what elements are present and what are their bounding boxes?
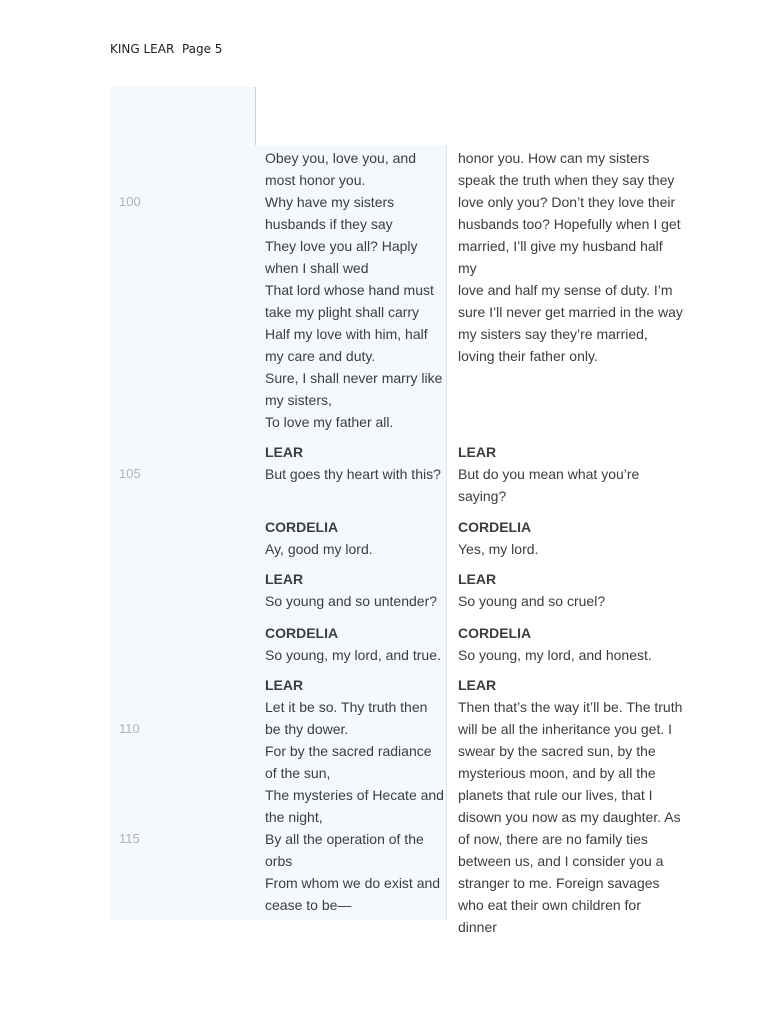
speaker-name: LEAR xyxy=(265,677,304,693)
original-line: cease to be— xyxy=(265,897,352,913)
original-passage xyxy=(265,441,445,485)
original-line: For by the sacred radiance xyxy=(265,743,432,759)
modern-passage xyxy=(458,674,683,938)
original-line: Why have my sisters xyxy=(265,194,395,210)
modern-line: Then that’s the way it’ll be. The truth xyxy=(458,699,683,715)
original-line: most honor you. xyxy=(265,172,366,188)
speaker-name: LEAR xyxy=(458,444,497,460)
modern-line: saying? xyxy=(458,488,507,504)
modern-line: will be all the inheritance you get. I xyxy=(458,721,673,737)
original-passage xyxy=(265,147,445,433)
column-divider xyxy=(446,145,447,920)
modern-line: mysterious moon, and by all the xyxy=(458,765,656,781)
original-line: my care and duty. xyxy=(265,348,376,364)
original-line: Sure, I shall never marry like xyxy=(265,370,443,386)
speaker-name: LEAR xyxy=(265,444,304,460)
line-number: 105 xyxy=(119,466,141,481)
original-line: Obey you, love you, and xyxy=(265,150,416,166)
modern-line: love only you? Don’t they love their xyxy=(458,194,676,210)
original-line: Let it be so. Thy truth then xyxy=(265,699,428,715)
modern-line: stranger to me. Foreign savages xyxy=(458,875,660,891)
original-line: They love you all? Haply xyxy=(265,238,418,254)
modern-line: speak the truth when they say they xyxy=(458,172,675,188)
original-line: By all the operation of the xyxy=(265,831,424,847)
original-line: So young, my lord, and true. xyxy=(265,647,441,663)
modern-line: loving their father only. xyxy=(458,348,598,364)
modern-line: sure I’ll never get married in the way xyxy=(458,304,683,320)
original-line: Half my love with him, half xyxy=(265,326,428,342)
modern-passage xyxy=(458,441,683,507)
modern-line: planets that rule our lives, that I xyxy=(458,787,653,803)
original-line: be thy dower. xyxy=(265,721,349,737)
line-number: 100 xyxy=(119,194,141,209)
speaker-name: LEAR xyxy=(458,571,497,587)
modern-line: who eat their own children for dinner xyxy=(458,897,641,935)
modern-line: swear by the sacred sun, by the xyxy=(458,743,656,759)
speaker-name: CORDELIA xyxy=(265,519,339,535)
original-line: To love my father all. xyxy=(265,414,394,430)
column-divider-top xyxy=(255,87,256,145)
modern-line: But do you mean what you’re xyxy=(458,466,640,482)
speaker-name: CORDELIA xyxy=(265,625,339,641)
modern-line: So young, my lord, and honest. xyxy=(458,647,652,663)
modern-line: disown you now as my daughter. As xyxy=(458,809,681,825)
original-line: of the sun, xyxy=(265,765,331,781)
modern-line: So young and so cruel? xyxy=(458,593,606,609)
original-line: So young and so untender? xyxy=(265,593,438,609)
original-line: From whom we do exist and xyxy=(265,875,441,891)
modern-line: my sisters say they’re married, xyxy=(458,326,648,342)
modern-passage xyxy=(458,622,683,666)
original-line: orbs xyxy=(265,853,293,869)
original-line: The mysteries of Hecate and xyxy=(265,787,444,803)
modern-passage xyxy=(458,516,683,560)
original-passage xyxy=(265,622,445,666)
speaker-name: LEAR xyxy=(265,571,304,587)
modern-line: married, I’ll give my husband half my xyxy=(458,238,663,276)
line-number-column xyxy=(110,87,256,920)
modern-line: honor you. How can my sisters xyxy=(458,150,650,166)
original-line: when I shall wed xyxy=(265,260,369,276)
modern-line: between us, and I consider you a xyxy=(458,853,664,869)
original-passage xyxy=(265,568,445,612)
line-number: 115 xyxy=(119,831,140,846)
page-header: KING LEAR Page 5 xyxy=(110,42,223,56)
original-line: That lord whose hand must xyxy=(265,282,434,298)
original-passage xyxy=(265,674,445,916)
original-line: husbands if they say xyxy=(265,216,393,232)
modern-line: love and half my sense of duty. I’m xyxy=(458,282,673,298)
original-passage xyxy=(265,516,445,560)
original-line: Ay, good my lord. xyxy=(265,541,373,557)
original-line: take my plight shall carry xyxy=(265,304,420,320)
modern-passage xyxy=(458,147,683,367)
line-number: 110 xyxy=(119,721,140,736)
original-line: But goes thy heart with this? xyxy=(265,466,441,482)
modern-line: husbands too? Hopefully when I get xyxy=(458,216,681,232)
modern-line: of now, there are no family ties xyxy=(458,831,648,847)
speaker-name: CORDELIA xyxy=(458,519,532,535)
speaker-name: CORDELIA xyxy=(458,625,532,641)
modern-passage xyxy=(458,568,683,612)
original-line: my sisters, xyxy=(265,392,332,408)
original-line: the night, xyxy=(265,809,323,825)
modern-line: Yes, my lord. xyxy=(458,541,539,557)
speaker-name: LEAR xyxy=(458,677,497,693)
